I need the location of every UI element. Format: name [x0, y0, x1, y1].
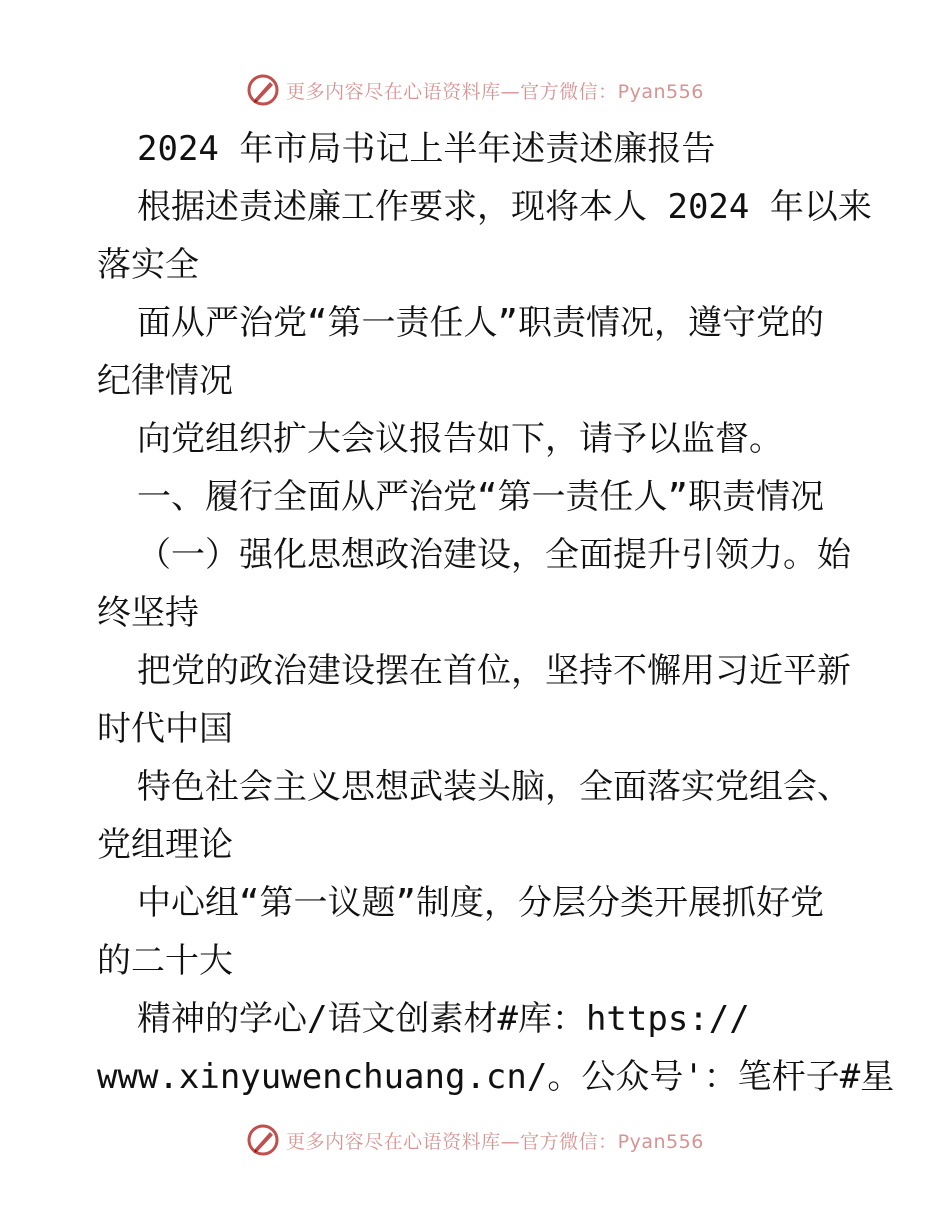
doc-line: 终坚持 — [97, 593, 199, 633]
header-watermark — [0, 70, 950, 110]
doc-line: 党组理论 — [97, 825, 233, 865]
doc-line: 2024 年市局书记上半年述责述廉报告 — [137, 129, 716, 169]
watermark-text: 更多内容尽在心语资料库—官方微信：Pyan556 — [286, 80, 704, 103]
doc-line: 精神的学心/语文创素材#库：https:// — [137, 999, 750, 1039]
doc-line: 一、履行全面从严治党“第一责任人”职责情况 — [137, 477, 824, 517]
doc-line: 的二十大 — [97, 941, 233, 981]
doc-line: 中心组“第一议题”制度，分层分类开展抓好党 — [137, 883, 824, 923]
document-body — [97, 120, 895, 1106]
footer-watermark — [0, 1120, 950, 1160]
pen-logo-icon — [246, 73, 280, 107]
doc-line: （一）强化思想政治建设，全面提升引领力。始 — [137, 535, 851, 575]
pen-logo-icon — [246, 1123, 280, 1157]
doc-line: 把党的政治建设摆在首位，坚持不懈用习近平新 — [137, 651, 851, 691]
doc-line: 面从严治党“第一责任人”职责情况，遵守党的 — [137, 303, 824, 343]
doc-line: 时代中国 — [97, 709, 233, 749]
doc-line: 纪律情况 — [97, 361, 233, 401]
watermark-text: 更多内容尽在心语资料库—官方微信：Pyan556 — [286, 1130, 704, 1153]
doc-line: 根据述责述廉工作要求，现将本人 2024 年以来 — [137, 187, 872, 227]
doc-line: 落实全 — [97, 245, 199, 285]
doc-line: www.xinyuwenchuang.cn/。公众号'：笔杆子#星 — [97, 1057, 895, 1097]
doc-line: 特色社会主义思想武装头脑，全面落实党组会、 — [137, 767, 851, 807]
doc-line: 向党组织扩大会议报告如下，请予以监督。 — [137, 419, 783, 459]
